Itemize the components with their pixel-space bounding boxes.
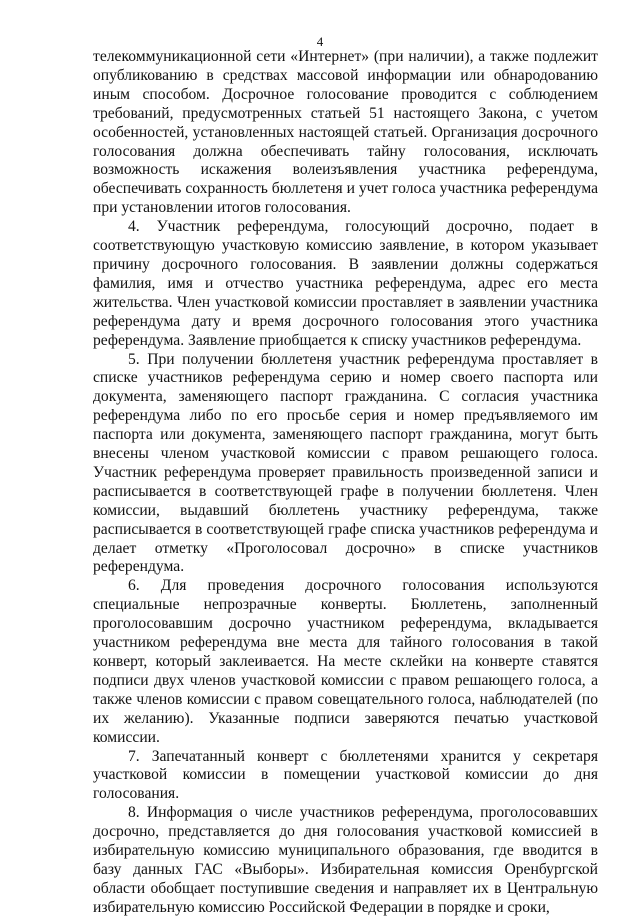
paragraph-5: 5. При получении бюллетеня участник референдума проставляет в списке участников референдума серию и номер своего паспорта или документа, заменяющего паспорт гражданина. С согласия участника референдума либо по его просьбе серия и номер предъявляемого им паспорта или документа, заменяющего паспорт гражданина, могут быть внесены членом участковой комиссии с правом решающего голоса. Участник референдума проверяет правильность произведенной записи и расписывается в соответствующей графе в получении бюллетеня. Член комиссии, выдавший бюллетень участнику референдума, также расписывается в соответствующей графе списка участников референдума и делает отметку «Проголосовал досрочно» в списке участников референдума. bbox=[93, 350, 598, 576]
page-number: 4 bbox=[316, 34, 324, 49]
paragraph-8: 8. Информация о числе участников референдума, проголосовавших досрочно, представляется до дня голосования участковой комиссией в избирательную комиссию муниципального образования, где вводится в базу данных ГАС «Выборы». Избирательная комиссия Оренбургской области обобщает поступившие сведения и направляет их в Центральную избирательную комиссию Российской Федерации в порядке и сроки, bbox=[93, 804, 598, 916]
paragraph-4: 4. Участник референдума, голосующий досрочно, подает в соответствующую участковую комиссию заявление, в котором указывает причину досрочного голосования. В заявлении должны содержаться фамилия, имя и отчество участника референдума, адрес его места жительства. Член участковой комиссии проставляет в заявлении участника референдума дату и время досрочного голосования этого участника референдума. Заявление приобщается к списку участников референдума. bbox=[93, 218, 598, 349]
document-body bbox=[93, 48, 598, 918]
paragraph-6: 6. Для проведения досрочного голосования используются специальные непрозрачные конверты. Бюллетень, заполненный проголосовавшим досрочно участником референдума, вкладывается участником референдума вне места для тайного голосования в такой конверт, который заклеивается. На месте склейки на конверте ставятся подписи двух членов участковой комиссии с правом решающего голоса, а также членов комиссии с правом совещательного голоса, наблюдателей (по их желанию). Указанные подписи заверяются печатью участковой комиссии. bbox=[93, 577, 598, 746]
paragraph-continuation: телекоммуникационной сети «Интернет» (при наличии), а также подлежит опубликованию в средствах массовой информации или обнародованию иным способом. Досрочное голосование проводится с соблюдением требований, предусмотренных статьей 51 настоящего Закона, с учетом особенностей, установленных настоящей статьей. Организация досрочного голосования должна обеспечивать тайну голосования, исключать возможность искажения волеизъявления участника референдума, обеспечивать сохранность бюллетеня и учет голоса участника референдума при установлении итогов голосования. bbox=[93, 48, 598, 217]
paragraph-7: 7. Запечатанный конверт с бюллетенями хранится у секретаря участковой комиссии в помещении участковой комиссии до дня голосования. bbox=[93, 747, 598, 803]
